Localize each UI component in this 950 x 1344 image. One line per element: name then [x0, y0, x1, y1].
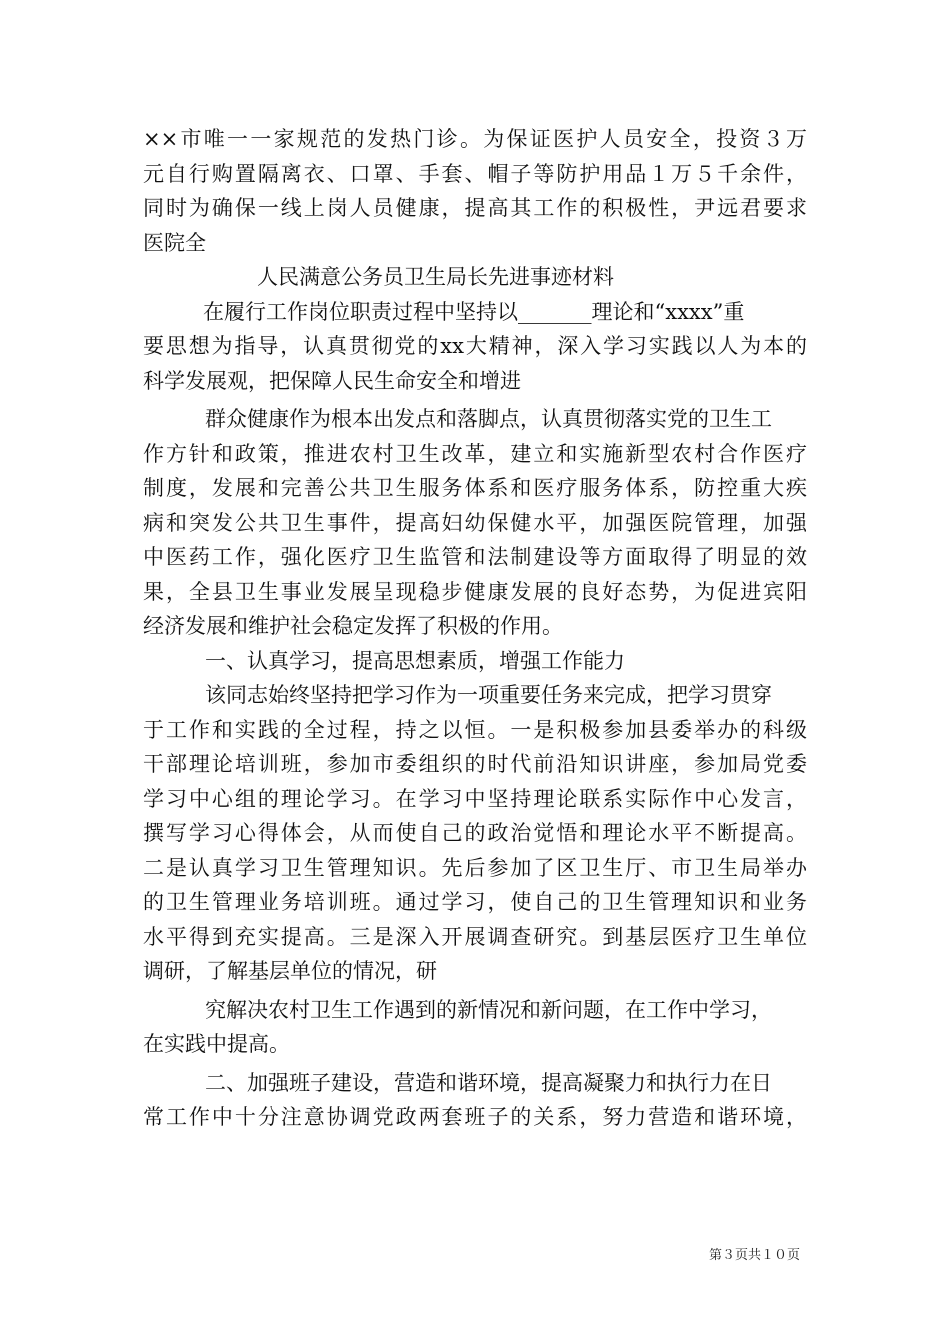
text-line: 于工作和实践的全过程，持之以恒。一是积极参加县委举办的科级: [143, 717, 807, 742]
text-line: 果，全县卫生事业发展呈现稳步健康发展的良好态势，为促进宾阳: [143, 579, 807, 604]
text-line: 制度，发展和完善公共卫生服务体系和医疗服务体系，防控重大疾: [143, 476, 807, 500]
text-line: 在实践中提高。: [143, 1032, 290, 1056]
text-line: 要思想为指导，认真贯彻党的xx大精神，深入学习实践以人为本的: [143, 334, 807, 358]
text-line: 的卫生管理业务培训班。通过学习，使自己的卫生管理知识和业务: [143, 890, 807, 914]
text-line: 经济发展和维护社会稳定发挥了积极的作用。: [143, 614, 563, 638]
text-line: 中医药工作，强化医疗卫生监管和法制建设等方面取得了明显的效: [143, 545, 807, 569]
text-line: 学习中心组的理论学习。在学习中坚持理论联系实际作中心发言，: [143, 786, 807, 811]
text-line: 作方针和政策，推进农村卫生改革，建立和实施新型农村合作医疗: [143, 441, 807, 466]
text-line: 调研，了解基层单位的情况，研: [143, 959, 437, 983]
document-title: 人民满意公务员卫生局长先进事迹材料: [257, 265, 614, 289]
text-line: 常工作中十分注意协调党政两套班子的关系，努力营造和谐环境，: [143, 1105, 807, 1129]
text-line: 二是认真学习卫生管理知识。先后参加了区卫生厅、市卫生局举办: [143, 855, 807, 880]
text-line: 医院全: [143, 230, 206, 255]
text-line: 同时为确保一线上岗人员健康，提高其工作的积极性，尹远君要求: [143, 196, 807, 220]
text-line: 该同志始终坚持把学习作为一项重要任务来完成，把学习贯穿: [205, 683, 772, 707]
text-line: 科学发展观，把保障人民生命安全和增进: [143, 368, 521, 393]
text-line: 水平得到充实提高。三是深入开展调查研究。到基层医疗卫生单位: [143, 924, 807, 949]
text-line: ××市唯一一家规范的发热门诊。为保证医护人员安全，投资３万: [143, 127, 807, 151]
document-body: [143, 122, 807, 1135]
page-number: 第３页共１０页: [709, 1248, 801, 1263]
text-line: 在履行工作岗位职责过程中坚持以_______理论和“xxxx”重: [203, 299, 745, 324]
text-line: 元自行购置隔离衣、口罩、手套、帽子等防护用品１万５千余件，: [143, 161, 807, 186]
text-line: 撰写学习心得体会，从而使自己的政治觉悟和理论水平不断提高。: [143, 821, 807, 845]
text-line: 病和突发公共卫生事件，提高妇幼保健水平，加强医院管理，加强: [143, 510, 807, 535]
text-line: 干部理论培训班，参加市委组织的时代前沿知识讲座，参加局党委: [143, 752, 807, 776]
text-line: 群众健康作为根本出发点和落脚点，认真贯彻落实党的卫生工: [205, 407, 772, 431]
section-heading: 一、认真学习，提高思想素质，增强工作能力: [205, 648, 625, 673]
text-line: 究解决农村卫生工作遇到的新情况和新问题，在工作中学习，: [205, 997, 772, 1022]
section-heading: 二、加强班子建设，营造和谐环境，提高凝聚力和执行力在日: [205, 1070, 772, 1095]
